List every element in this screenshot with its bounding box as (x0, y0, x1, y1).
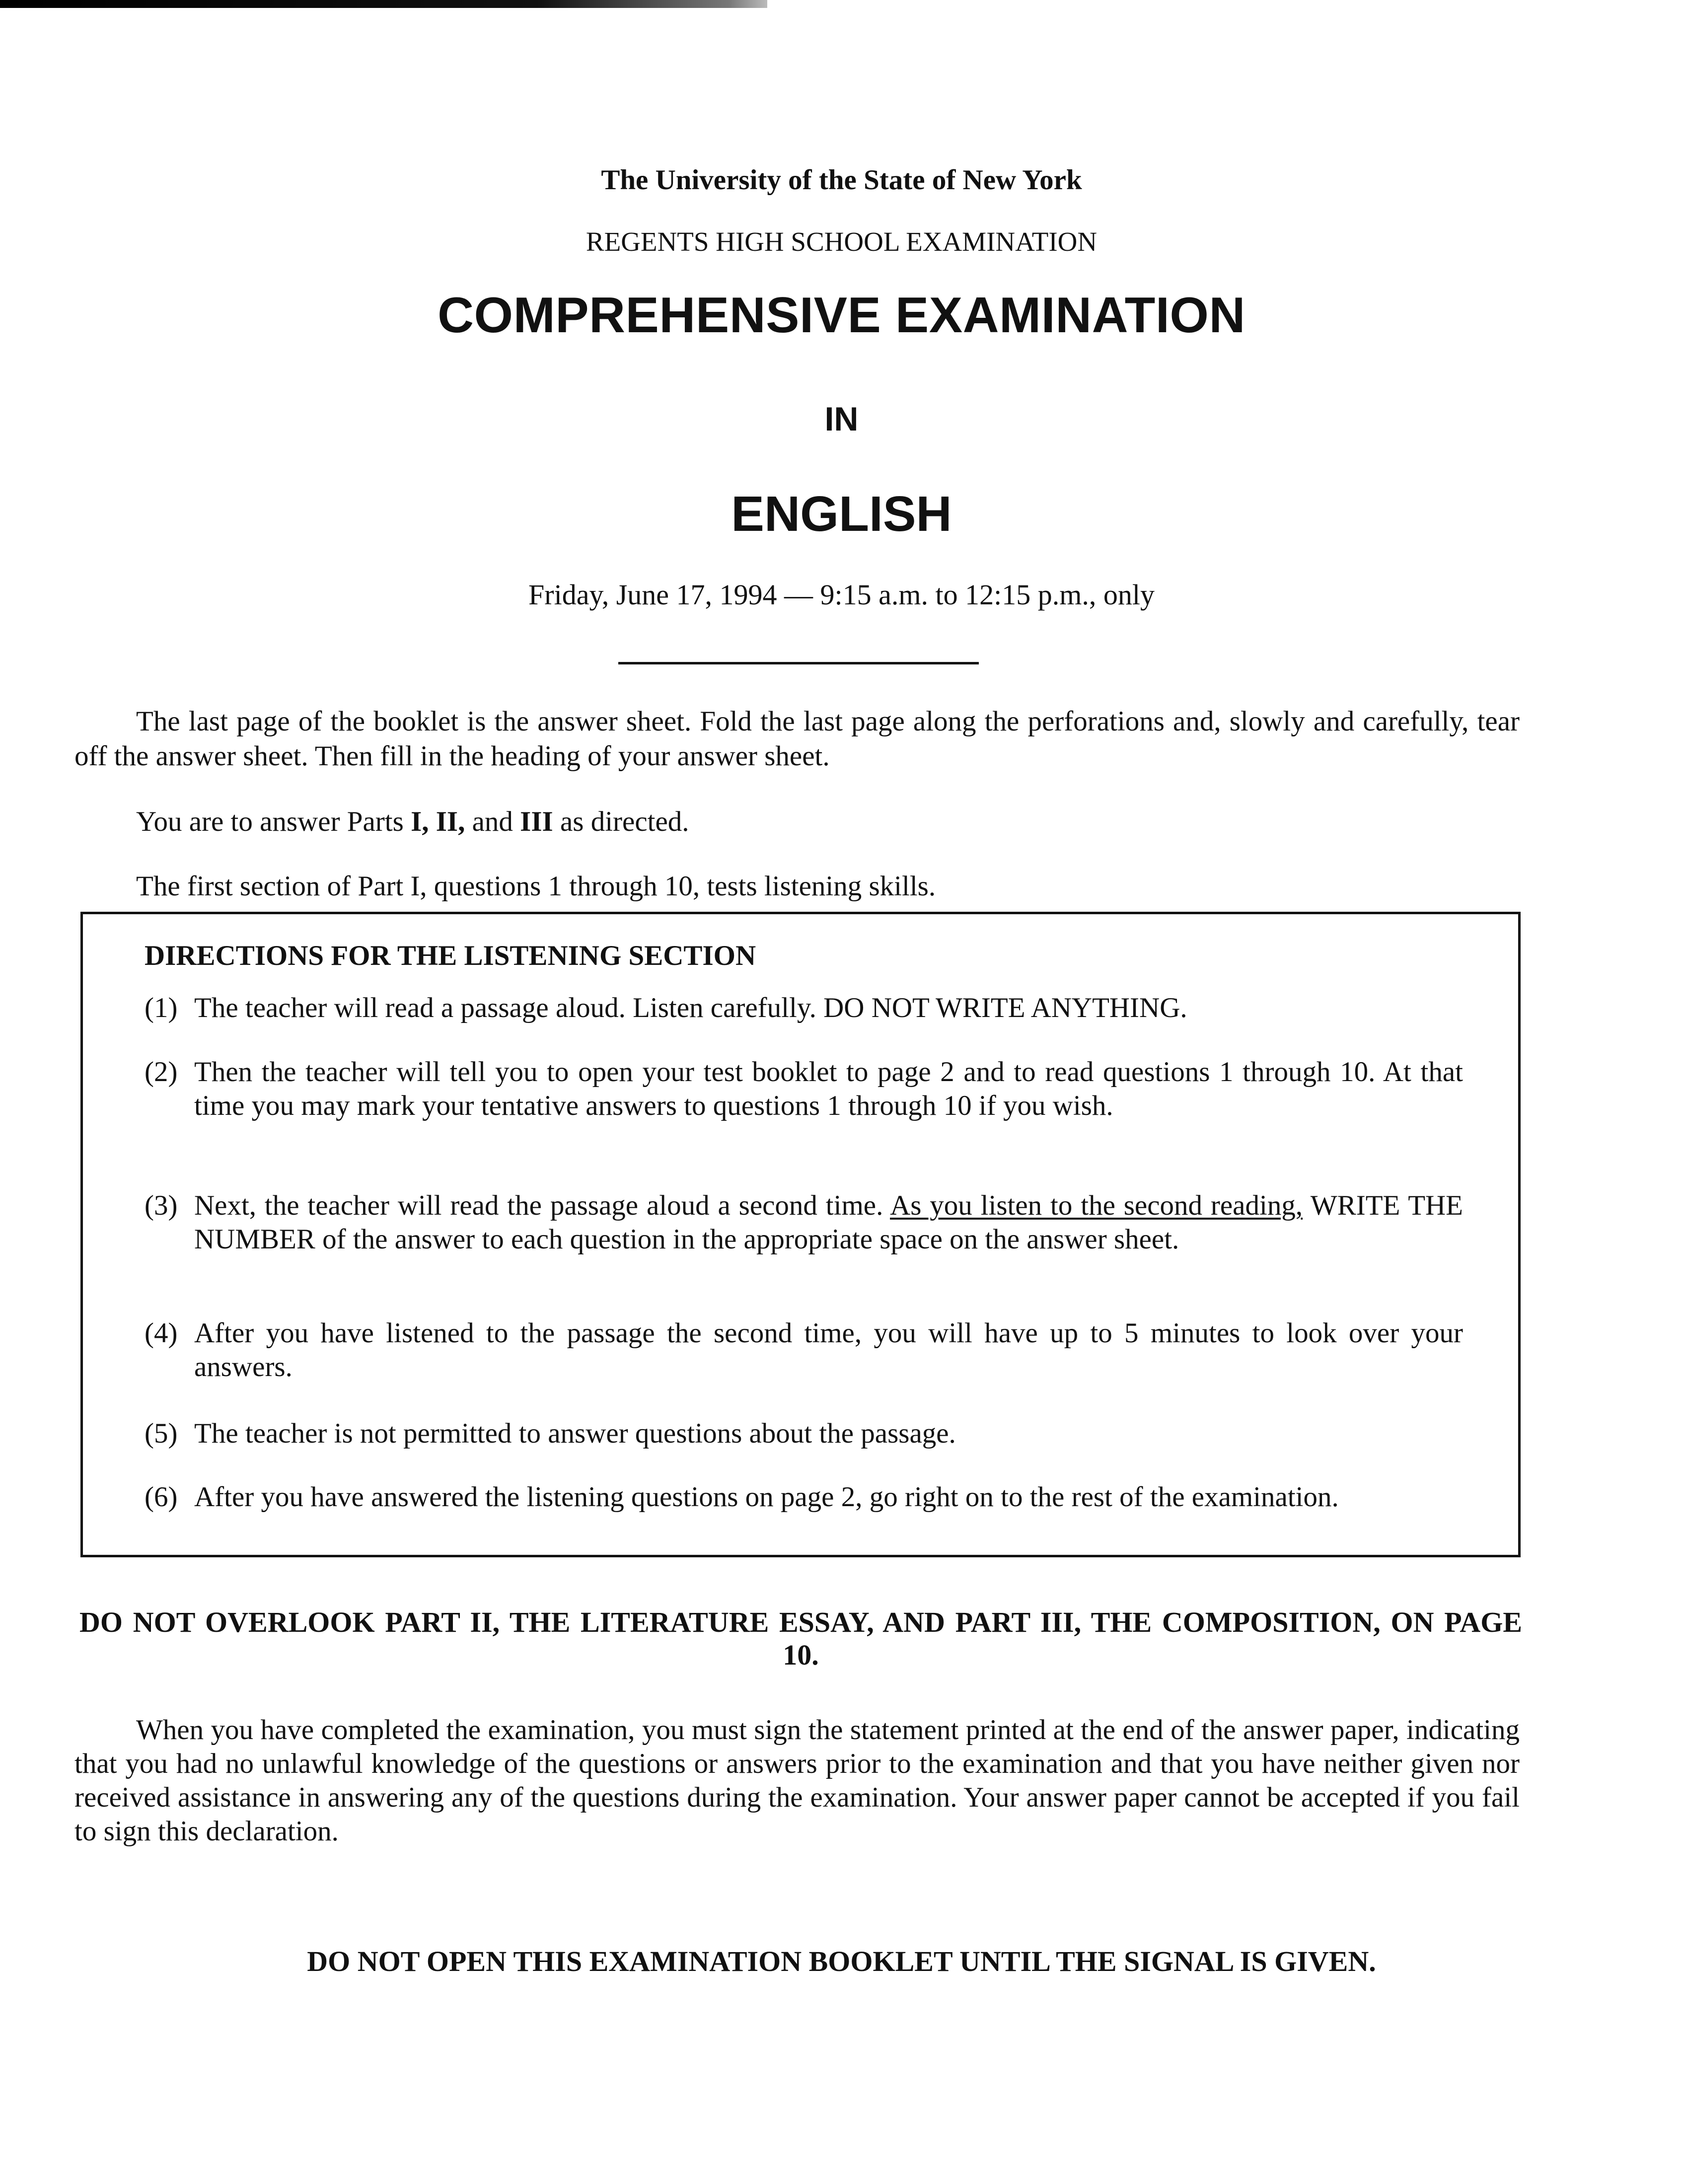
direction-number: (4) (145, 1317, 178, 1349)
scan-edge-bar (0, 0, 767, 8)
divider-rule (618, 662, 979, 664)
direction-item (145, 1316, 1463, 1384)
underlined-phrase: As you listen to the second reading, (890, 1190, 1303, 1221)
exam-date-time: Friday, June 17, 1994 — 9:15 a.m. to 12:15 p.m., only (528, 579, 1155, 611)
direction-number: (6) (145, 1481, 178, 1513)
direction-text: Then the teacher will tell you to open your test booklet to page 2 and to read questions 1 through 10. At that time you may mark your tentative answers to questions 1 through 10 if you wish. (194, 1056, 1463, 1121)
directions-title: DIRECTIONS FOR THE LISTENING SECTION (145, 940, 756, 971)
direction-number: (3) (145, 1190, 178, 1221)
university-name: The University of the State of New York (601, 164, 1082, 196)
title-connector: IN (824, 400, 859, 438)
direction-number: (5) (145, 1418, 178, 1449)
declaration-instruction: When you have completed the examination, you must sign the statement printed at the end of the answer paper, indicating that you had no unlawful knowledge of the questions or answers prior to the examination and that you have neither given nor received assistance in answering any of the questions during the examination. Your answer paper cannot be accepted if you fail to sign this declaration. (74, 1714, 1520, 1847)
direction-text: Next, the teacher will read the passage aloud a second time. As you listen to the second reading, WRITE THE NUMBER of the answer to each question in the appropriate space on the answer sheet. (194, 1190, 1463, 1255)
direction-item (145, 1189, 1463, 1256)
listening-directions-box (80, 912, 1521, 1557)
exam-type: REGENTS HIGH SCHOOL EXAMINATION (585, 226, 1098, 257)
part-two-three-warning: DO NOT OVERLOOK PART II, THE LITERATURE ESSAY, AND PART III, THE COMPOSITION, ON PAGE 10. (79, 1606, 1522, 1671)
instruction-parts: You are to answer Parts I, II, and III as directed. (136, 806, 689, 837)
exam-title: COMPREHENSIVE EXAMINATION (438, 288, 1245, 343)
direction-text: After you have listened to the passage the second time, you will have up to 5 minutes to look over your answers. (194, 1317, 1463, 1383)
direction-item (145, 1055, 1463, 1123)
direction-number: (2) (145, 1056, 178, 1088)
direction-text: The teacher is not permitted to answer questions about the passage. (194, 1418, 956, 1449)
final-notice: DO NOT OPEN THIS EXAMINATION BOOKLET UNTIL THE SIGNAL IS GIVEN. (307, 1945, 1376, 1977)
direction-item (145, 991, 1463, 1025)
exam-subject: ENGLISH (731, 486, 952, 542)
direction-text: The teacher will read a passage aloud. Listen carefully. DO NOT WRITE ANYTHING. (194, 992, 1187, 1023)
direction-text: After you have answered the listening questions on page 2, go right on to the rest of the examination. (194, 1481, 1339, 1513)
instruction-listening: The first section of Part I, questions 1 through 10, tests listening skills. (136, 871, 936, 902)
direction-item (145, 1480, 1463, 1514)
instruction-answer-sheet: The last page of the booklet is the answer sheet. Fold the last page along the perforations and, slowly and carefully, tear off the answer sheet. Then fill in the heading of your answer sheet. (74, 706, 1520, 772)
direction-item (145, 1417, 1463, 1451)
direction-number: (1) (145, 992, 178, 1023)
